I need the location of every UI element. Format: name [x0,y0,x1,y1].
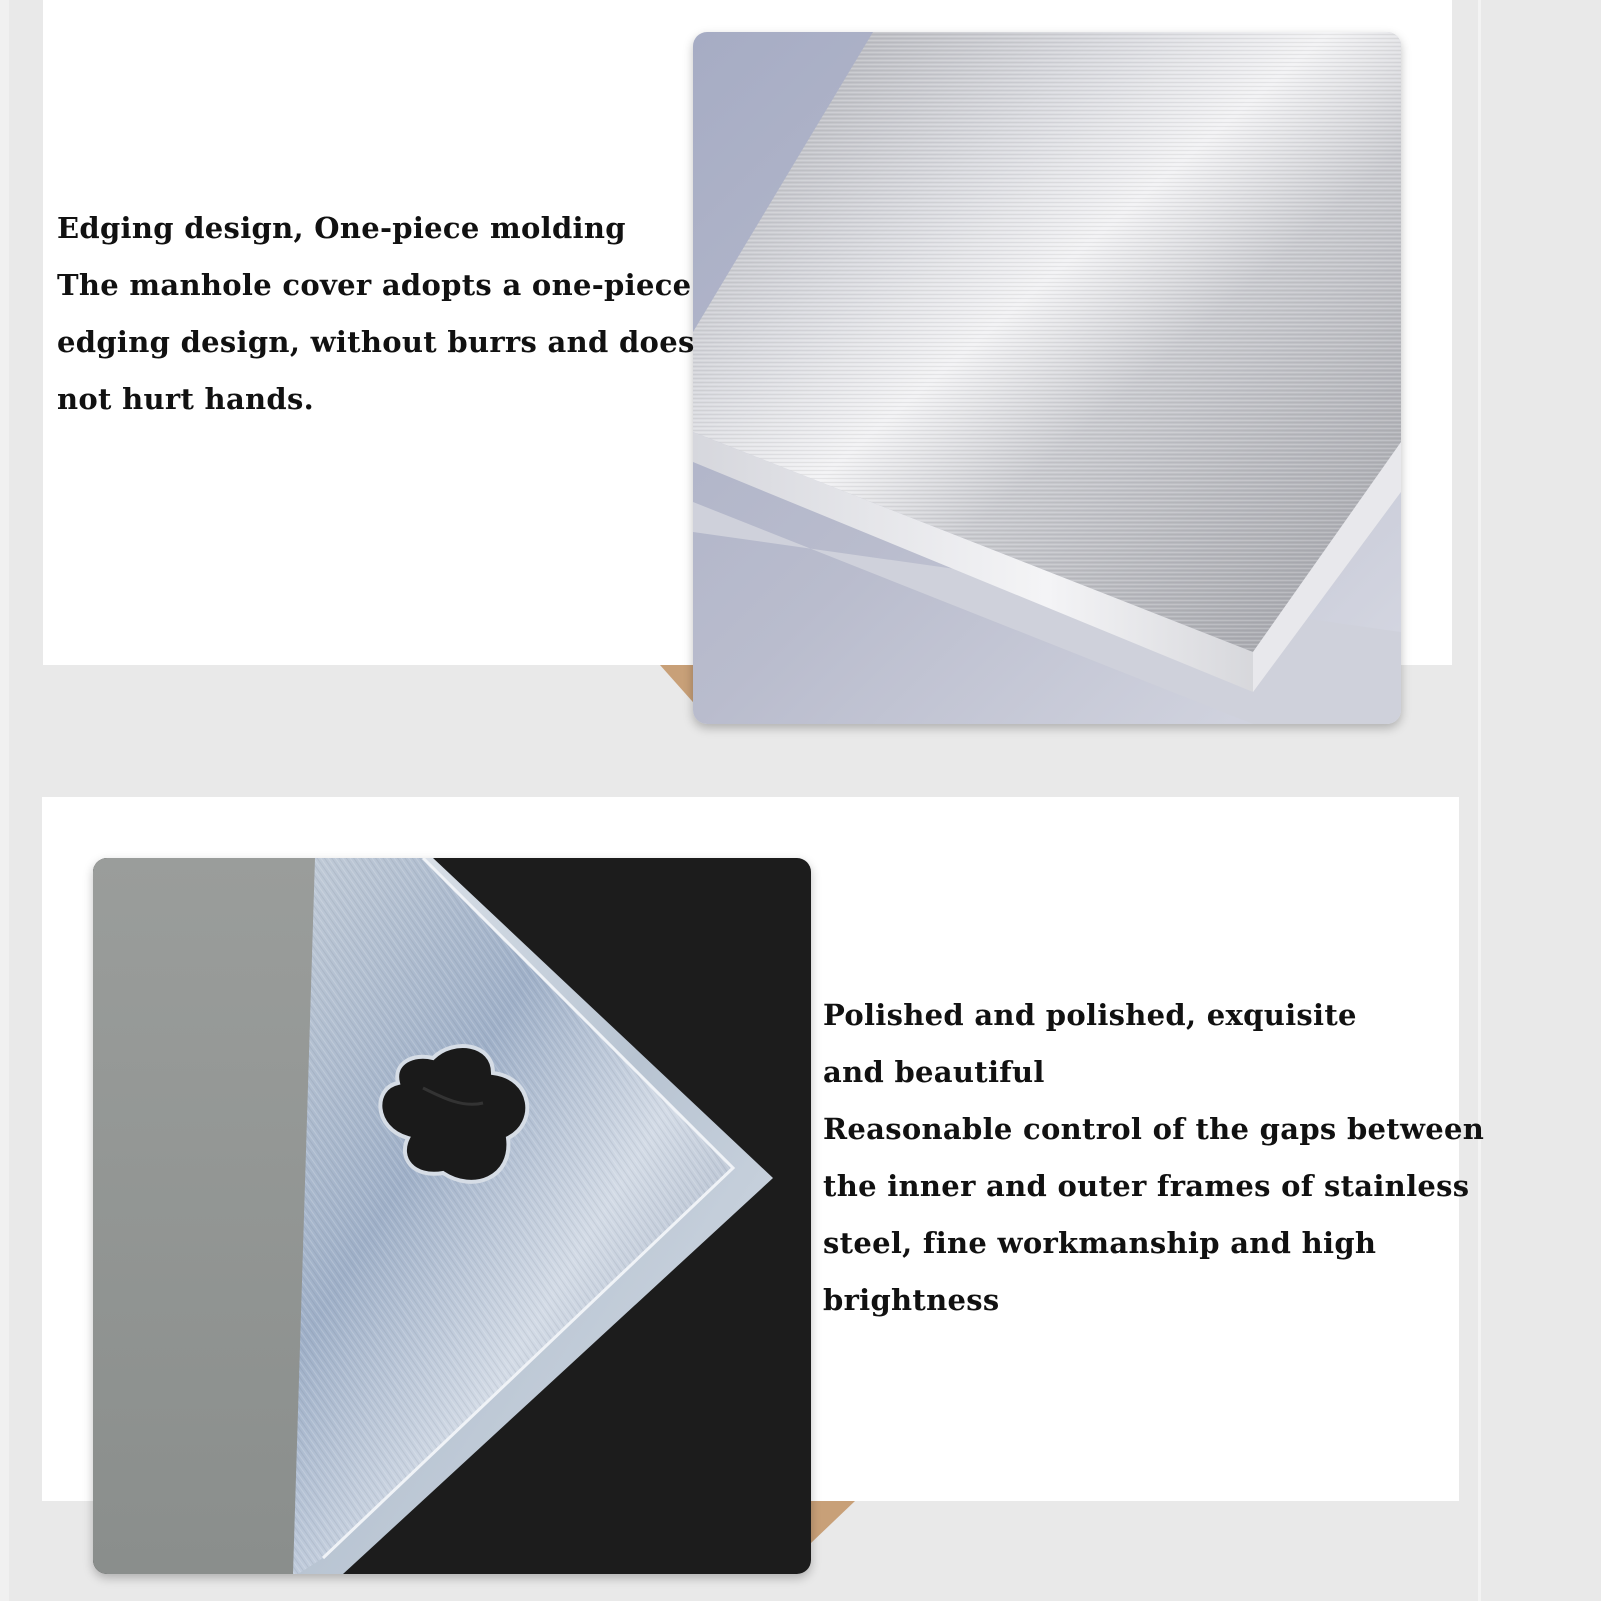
feature-text-line: steel, fine workmanship and high [823,1226,1377,1260]
edging-design-description [57,200,695,428]
polished-frame-corner-illustration [93,858,811,1574]
brushed-steel-cover-illustration [693,32,1401,724]
polished-frame-corner-photo [93,858,811,1574]
feature-text-line: not hurt hands. [57,382,315,416]
left-edge-strip [0,0,9,1601]
feature-heading: Polished and polished, exquisite [823,998,1357,1032]
feature-heading: Edging design, One-piece molding [57,211,626,245]
polished-description [823,987,1484,1329]
feature-text-line: Reasonable control of the gaps between [823,1112,1485,1146]
brushed-steel-cover-photo [693,32,1401,724]
accent-corner-bottom [811,1501,855,1543]
feature-text-line: the inner and outer frames of stainless [823,1169,1470,1203]
right-edge-strip [1478,0,1481,1601]
feature-text-line: edging design, without burrs and does [57,325,695,359]
feature-text-line: The manhole cover adopts a one-piece [57,268,692,302]
feature-text-line: brightness [823,1283,1000,1317]
feature-heading: and beautiful [823,1055,1045,1089]
